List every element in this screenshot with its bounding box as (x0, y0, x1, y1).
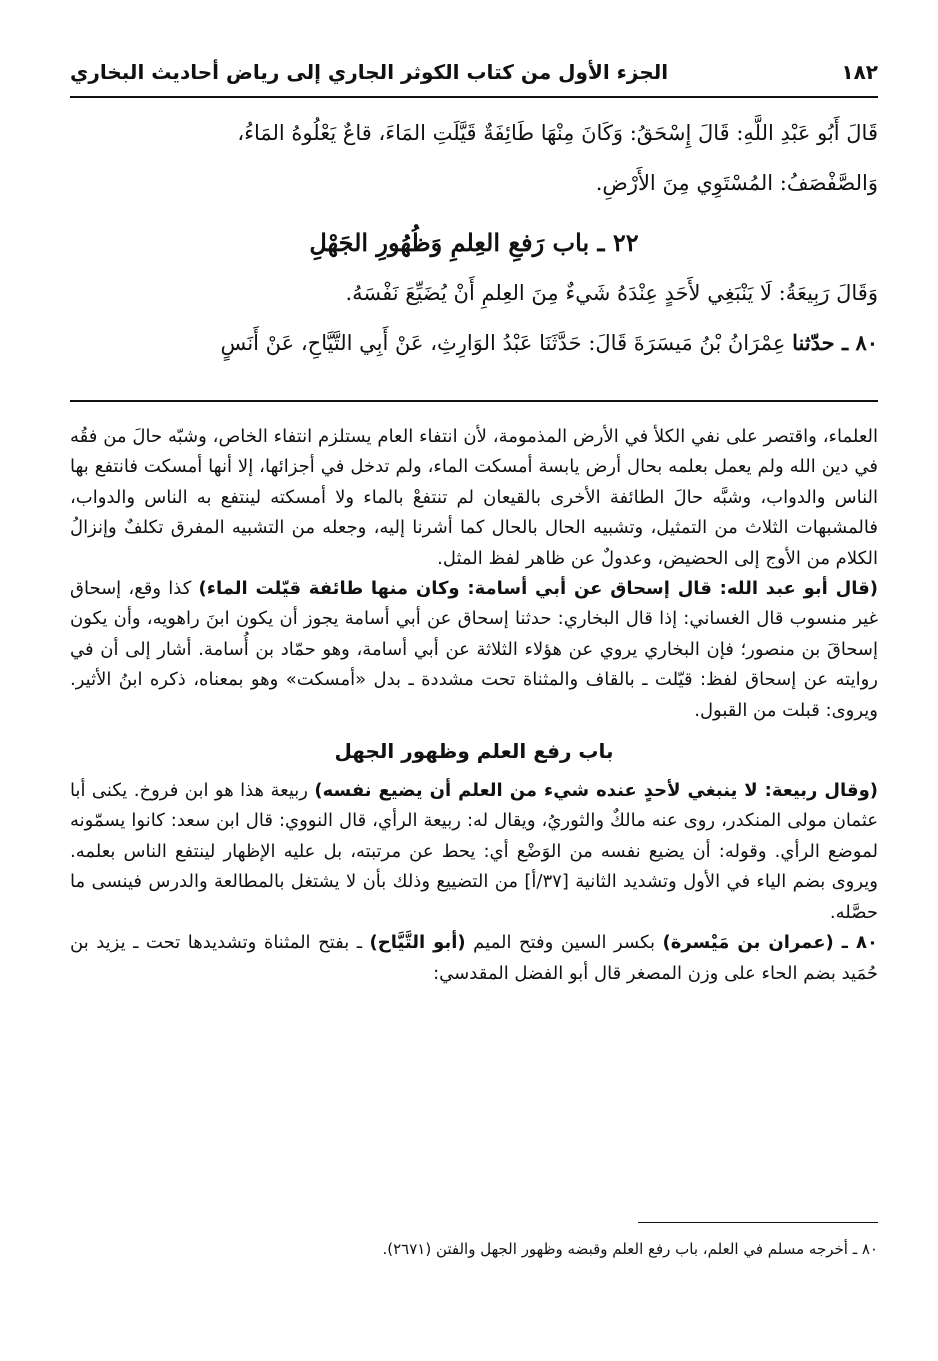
rabia-statement: وَقَالَ رَبِيعَةُ: لَا يَنْبَغِي لأَحَدٍ عِنْدَهُ شَيءٌ مِنَ العِلمِ أَنْ يُضَيِّعَ نَفْسَهُ. (345, 281, 878, 305)
chapter-title: ٢٢ ـ باب رَفعِ العِلمِ وَظُهُورِ الجَهْلِ (309, 228, 639, 257)
commentary-text-2: كذا وقع، إسحاق غير منسوب قال الغساني: إذا قال البخاري: حدثنا إسحاق عن أبي أسامة يجوز أن يكون ابنَ راهويه، وأن يكون إسحاقَ بن منصور؛ فإن البخاري يروي عن هؤلاء الثلاثة عن أبي أسامة، وهو حمّاد بن أُسامة. أشار إلى أن في روايته عن إسحاق لفظ: قيّلت ـ بالقاف والمثناة تحت مشددة ـ بدل «أمسكت» وهو بمعناه، ذكره ابنُ الأثير. ويروى: قبلت من القبول. (70, 578, 878, 721)
page-number: ١٨٢ (841, 60, 878, 84)
commentary-paragraph-2 (70, 574, 878, 726)
commentary-text-3: ربيعة هذا هو ابن فروخ. يكنى أبا عثمان مولى المنكدر، روى عنه مالكٌ والثوريُ، ويقال له: ربيعة الرأي، قال النووي: قال ابن سعد: كانوا يسمّونه لموضع الرأي. وقوله: أن يضيع نفسه من الوَضْع أي: يحط عن مرتبته، بل عليه الإظهار لينتفع الناس بعلمه. ويروى بضم الياء في الأول وتشديد الثانية [٣٧/أ] من التضييع وذلك بأن لا يشتغل بالمطالعة والدرس فينسى ما حصَّله. (70, 780, 878, 923)
commentary-paragraph-1: العلماء، واقتصر على نفي الكلأ في الأرض المذمومة، لأن انتفاء العام يستلزم انتفاء الخاص، وشبّه حالَ من فقُه في دين الله ولم يعمل بعلمه بحال أرض يابسة أمسكت الماء، ولم تدخل في أجزائها، إلا أنها أمسكت فانتفع بها الناس والدواب، وشبَّه حالَ الطائفة الأخرى بالقيعان لم تنتفعْ بالماء ولا أمسكته لينتفع به الناس والدواب، فالمشبهات الثلاث من التمثيل، وتشبيه الحال بالحال كما أشرنا إليه، وجعله من التشبيه المفرق تكلفٌ وإنزالُ الكلام من الأوج إلى الحضيض، وعدولٌ عن ظاهر لفظ المثل. (70, 426, 878, 569)
commentary-quote-4b: (أبو التَّيَّاح) (369, 932, 466, 954)
commentary-section (70, 422, 878, 989)
hadith-number-label: ٨٠ ـ حدّثنا (792, 330, 878, 355)
commentary-paragraph-4 (70, 928, 878, 989)
commentary-text-4b: ـ بفتح المثناة وتشديدها تحت ـ يزيد بن حُمَيد بضم الحاء على وزن المصغر قال أبو الفضل المقدسي: (70, 932, 878, 984)
commentary-text-4a: بكسر السين وفتح الميم (473, 932, 655, 954)
matn-line-2: وَالصَّفْصَفُ: المُسْتَوِي مِنَ الأَرْضِ. (595, 171, 878, 195)
commentary-quote-4: ٨٠ ـ (عمران بن مَيْسرة) (662, 932, 878, 954)
commentary-paragraph-3 (70, 776, 878, 928)
footnote-divider (638, 1222, 878, 1223)
header-divider (70, 96, 878, 98)
commentary-quote-3: (وقال ربيعة: لا ينبغي لأحدٍ عنده شيء من العلم أن يضيع نفسه) (314, 780, 878, 802)
running-title: الجزء الأول من كتاب الكوثر الجاري إلى رياض أحاديث البخاري (70, 60, 669, 84)
commentary-quote-2: (قال أبو عبد الله: قال إسحاق عن أبي أسامة: وكان منها طائفة قيّلت الماء) (198, 578, 878, 600)
commentary-chapter-title: باب رفع العلم وظهور الجهل (334, 739, 614, 764)
page-header (70, 52, 878, 92)
matn-line-1: قَالَ أَبُو عَبْدِ اللَّهِ: قَالَ إِسْحَقُ: وَكَانَ مِنْهَا طَائِفَةٌ قَيَّلَتِ المَاءَ، قاعٌ يَعْلُوهُ المَاءُ، (237, 121, 878, 145)
hadith-isnad: عِمْرَانُ بْنُ مَيسَرَةَ قَالَ: حَدَّثَنَا عَبْدُ الوَارِثِ، عَنْ أَبِي التَّيَّاحِ، عَنْ أَنَسٍ (220, 331, 786, 355)
footnote: ٨٠ ـ أخرجه مسلم في العلم، باب رفع العلم وقبضه وظهور الجهل والفتن (٢٦٧١). (382, 1240, 878, 1258)
matn-section (70, 108, 878, 368)
hadith-line (70, 318, 878, 368)
matn-commentary-divider (70, 400, 878, 402)
